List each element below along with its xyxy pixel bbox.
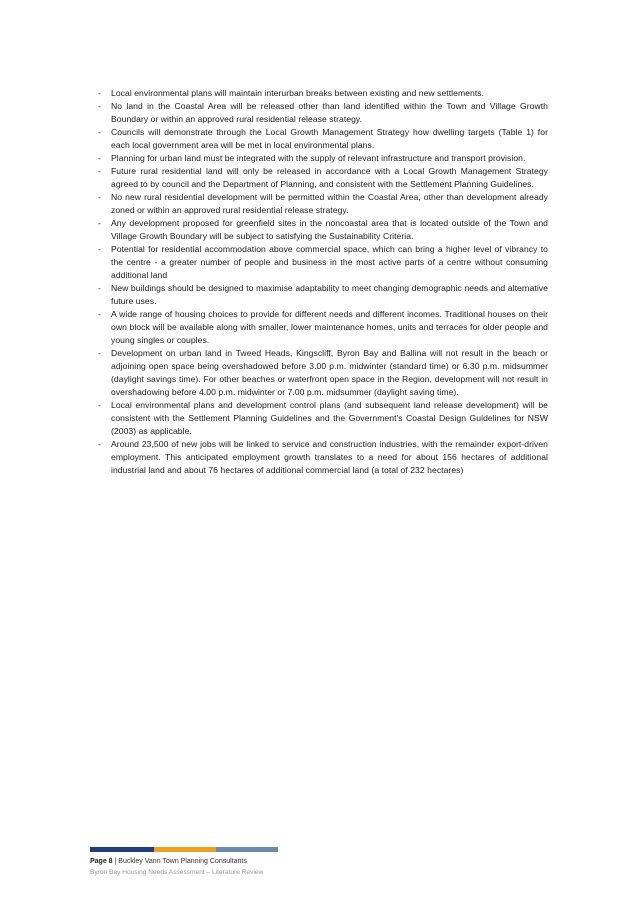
footer-document-title: Byron Bay Housing Needs Assessment – Literature Review xyxy=(90,869,264,876)
bullet-dash: - xyxy=(98,192,101,202)
bullet-dash: - xyxy=(98,439,101,449)
bullet-item xyxy=(98,126,548,152)
footer-color-bar xyxy=(90,847,278,852)
bullet-dash: - xyxy=(98,127,101,137)
bullet-item xyxy=(98,100,548,126)
bullet-dash: - xyxy=(98,101,101,111)
bullet-text: Local environmental plans and development control plans (and subsequent land release development) will be consistent with the Settlement Planning Guidelines and the Government's Coastal Design Guidelines for NSW (2003) as applicable. xyxy=(111,400,548,436)
bullet-item xyxy=(98,399,548,438)
bullet-item xyxy=(98,165,548,191)
footer-bar-segment-blue xyxy=(216,847,278,852)
bullet-text: No land in the Coastal Area will be released other than land identified within the Town and Village Growth Boundary or within an approved rural residential release strategy. xyxy=(111,101,548,124)
bullet-dash: - xyxy=(98,400,101,410)
bullet-text: Potential for residential accommodation above commercial space, which can bring a higher level of vibrancy to the centre - a greater number of people and business in the most active parts of a centre without consuming additional land xyxy=(111,244,548,280)
bullet-item xyxy=(98,152,548,165)
footer-bar-segment-orange xyxy=(154,847,216,852)
bullet-item xyxy=(98,282,548,308)
bullet-dash: - xyxy=(98,218,101,228)
bullet-text: Planning for urban land must be integrated with the supply of relevant infrastructure and transport provision. xyxy=(111,153,526,163)
bullet-item xyxy=(98,87,548,100)
footer-separator: | xyxy=(114,858,119,865)
bullet-item xyxy=(98,217,548,243)
bullet-item xyxy=(98,191,548,217)
document-body xyxy=(98,87,548,477)
bullet-text: Development on urban land in Tweed Heads, Kingscliff, Byron Bay and Ballina will not result in the beach or adjoining open space being overshadowed before 3.00 p.m. midwinter (standard time) or 6.30 p.m. midsummer (daylight savings time). For other beaches or waterfront open space in the Region, development will not result in overshadowing before 4.00 p.m. midwinter or 7.00 p.m. midsummer (daylight saving time). xyxy=(111,348,548,397)
bullet-list xyxy=(98,87,548,477)
footer-company: Buckley Vann Town Planning Consultants xyxy=(118,858,247,865)
bullet-text: Councils will demonstrate through the Local Growth Management Strategy how dwelling targets (Table 1) for each local government area will be met in local environmental plans. xyxy=(111,127,548,150)
bullet-dash: - xyxy=(98,283,101,293)
bullet-text: No new rural residential development will be permitted within the Coastal Area, other than development already zoned or within an approved rural residential release strategy. xyxy=(111,192,548,215)
bullet-item xyxy=(98,438,548,477)
bullet-dash: - xyxy=(98,309,101,319)
bullet-text: Around 23,500 of new jobs will be linked to service and construction industries, with the remainder export-driven employment. This anticipated employment growth translates to a need for about 156 hectares of additional industrial land and about 76 hectares of additional commercial land (a total of 232 hectares) xyxy=(111,439,548,475)
bullet-text: Future rural residential land will only be released in accordance with a Local Growth Management Strategy agreed to by council and the Department of Planning, and consistent with the Settlement Planning Guidelines. xyxy=(111,166,548,189)
footer-bar-segment-navy xyxy=(90,847,154,852)
footer-page-line xyxy=(90,857,247,866)
bullet-text: A wide range of housing choices to provide for different needs and different incomes. Traditional houses on their own block will be available along with smaller, lower maintenance homes, units and terraces for older people and young singles or couples. xyxy=(111,309,548,345)
bullet-dash: - xyxy=(98,166,101,176)
bullet-item xyxy=(98,243,548,282)
bullet-dash: - xyxy=(98,348,101,358)
bullet-dash: - xyxy=(98,153,101,163)
bullet-item xyxy=(98,347,548,399)
bullet-text: Any development proposed for greenfield sites in the noncoastal area that is located outside of the Town and Village Growth Boundary will be subject to satisfying the Sustainability Criteria. xyxy=(111,218,548,241)
page-number: Page 8 xyxy=(90,858,113,865)
bullet-item xyxy=(98,308,548,347)
bullet-text: New buildings should be designed to maximise adaptability to meet changing demographic needs and alternative future uses. xyxy=(111,283,548,306)
bullet-dash: - xyxy=(98,88,101,98)
bullet-text: Local environmental plans will maintain interurban breaks between existing and new settlements. xyxy=(111,88,485,98)
bullet-dash: - xyxy=(98,244,101,254)
